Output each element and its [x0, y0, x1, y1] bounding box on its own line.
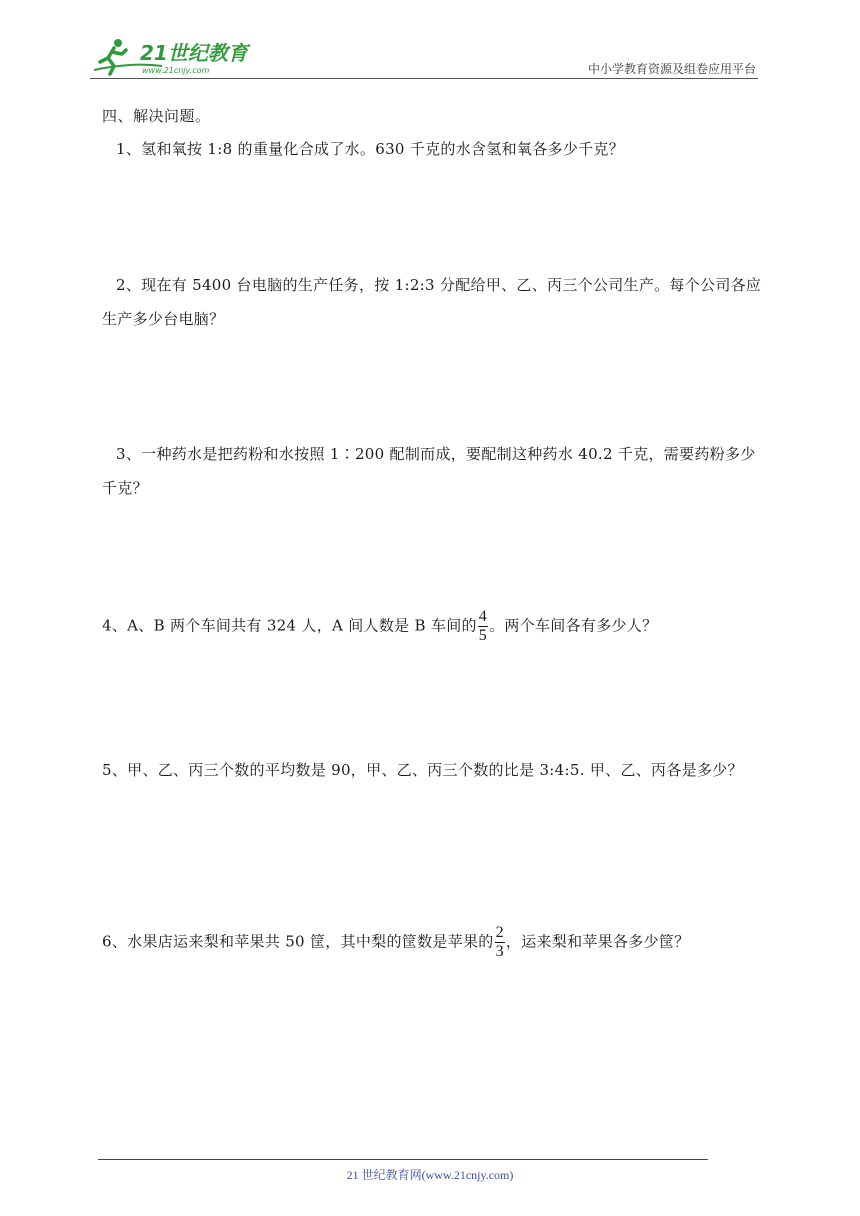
- logo-21cnjy: [92, 36, 262, 76]
- platform-name: 中小学教育资源及组卷应用平台: [587, 62, 756, 76]
- question-3: 3、一种药水是把药粉和水按照 1∶200 配制而成，要配制这种药水 40.2 千克，需要药粉多少千克？: [102, 445, 756, 497]
- fraction-4-5: $\frac{4}{5}$: [478, 608, 488, 644]
- question-2: 2、现在有 5400 台电脑的生产任务，按 1:2:3 分配给甲、乙、丙三个公司生产。每个公司各应生产多少台电脑？: [102, 276, 762, 328]
- header-divider: [90, 78, 758, 79]
- footer-link[interactable]: 21 世纪教育网(www.21cnjy.com): [346, 1168, 514, 1182]
- question-5: 5、甲、乙、丙三个数的平均数是 90，甲、乙、丙三个数的比是 3:4:5. 甲、乙、丙各是多少？: [102, 761, 743, 779]
- section-title: 四、解决问题。: [102, 107, 211, 125]
- question-6: 6、水果店运来梨和苹果共 50 筐，其中梨的筐数是苹果的 $\frac{2}{3}$ ，运来梨和苹果各多少筐？: [102, 924, 690, 960]
- question-1: 1、氢和氧按 1:8 的重量化合成了水。630 千克的水含氢和氧各多少千克？: [116, 140, 625, 158]
- footer-divider: [98, 1159, 708, 1160]
- svg-text:21世纪教育: 21世纪教育: [140, 41, 248, 65]
- svg-text:www.21cnjy.com: www.21cnjy.com: [142, 66, 210, 75]
- question-4: 4、A、B 两个车间共有 324 人，A 间人数是 B 车间的 $\frac{4}{5}$ 。两个车间各有多少人？: [102, 608, 658, 644]
- fraction-2-3: $\frac{2}{3}$: [495, 924, 504, 960]
- page-header: [90, 30, 758, 80]
